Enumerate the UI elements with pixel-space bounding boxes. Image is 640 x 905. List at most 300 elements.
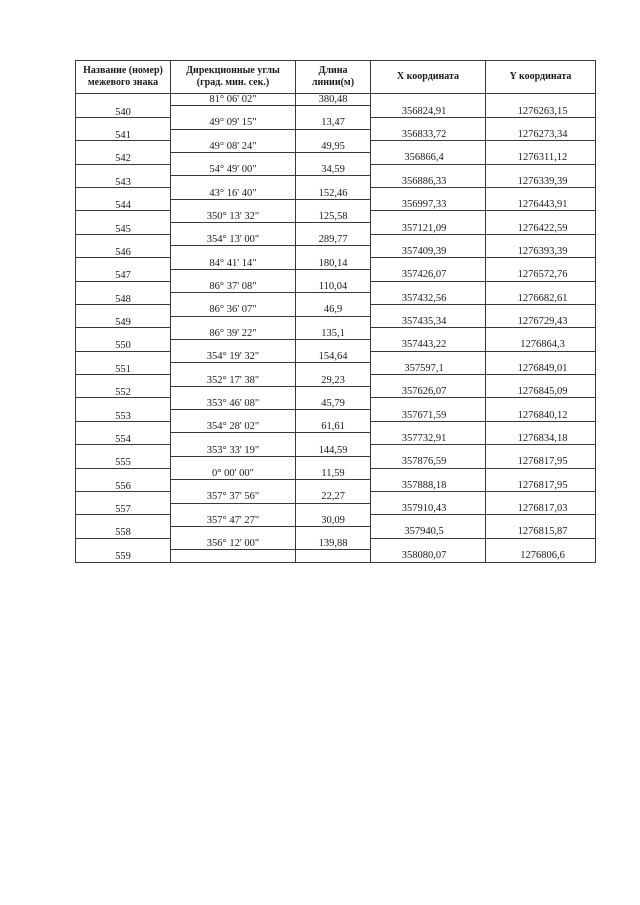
mark-name-cell	[76, 550, 171, 562]
direction-angle-cell	[171, 94, 296, 106]
table-row	[76, 141, 596, 153]
table-row	[76, 152, 596, 164]
y-coordinate-cell	[486, 129, 596, 141]
direction-angle-value: 86° 39' 22"	[209, 327, 257, 339]
y-coordinate-cell	[486, 293, 596, 305]
line-length-cell	[296, 188, 371, 200]
line-length-value: 144,59	[318, 444, 348, 456]
y-coordinate-cell	[486, 328, 596, 340]
mark-name-value: 554	[115, 433, 131, 445]
line-length-cell	[296, 234, 371, 246]
mark-name-value: 549	[115, 317, 131, 329]
mark-name-value: 556	[115, 480, 131, 492]
table-row	[76, 503, 596, 515]
y-coordinate-cell	[486, 410, 596, 422]
table-row	[76, 106, 596, 118]
table-row	[76, 176, 596, 188]
mark-name-value: 550	[115, 340, 131, 352]
table-row	[76, 351, 596, 363]
line-length-cell	[296, 480, 371, 492]
x-coordinate-value: 357443,22	[401, 339, 447, 351]
line-length-cell	[296, 281, 371, 293]
table-row	[76, 188, 596, 200]
direction-angle-cell	[171, 199, 296, 211]
mark-name-cell	[76, 188, 171, 200]
table-row	[76, 304, 596, 316]
x-coordinate-value: 357888,18	[401, 479, 447, 491]
x-coordinate-cell	[371, 410, 486, 422]
direction-angle-cell	[171, 386, 296, 398]
line-length-value: 135,1	[321, 327, 345, 339]
line-length-value: 152,46	[318, 187, 348, 199]
line-length-value: 45,79	[321, 397, 345, 409]
table-row	[76, 515, 596, 527]
direction-angle-cell	[171, 339, 296, 351]
line-length-cell	[296, 398, 371, 410]
mark-name-cell	[76, 106, 171, 118]
x-coordinate-cell	[371, 94, 486, 106]
mark-name-cell	[76, 117, 171, 129]
y-coordinate-cell	[486, 199, 596, 211]
mark-name-value: 543	[115, 176, 131, 188]
x-coordinate-cell	[371, 538, 486, 550]
line-length-cell	[296, 468, 371, 480]
direction-angle-cell	[171, 550, 296, 562]
mark-name-value: 546	[115, 246, 131, 258]
direction-angle-value: 354° 19' 32"	[206, 351, 260, 363]
line-length-cell	[296, 223, 371, 235]
y-coordinate-cell	[486, 491, 596, 503]
direction-angle-cell	[171, 445, 296, 457]
mark-name-cell	[76, 328, 171, 340]
x-coordinate-cell	[371, 129, 486, 141]
x-coordinate-cell	[371, 445, 486, 457]
line-length-cell	[296, 176, 371, 188]
x-coordinate-value: 357426,07	[401, 269, 447, 281]
direction-angle-value: 357° 47' 27"	[206, 514, 260, 526]
table-row	[76, 211, 596, 223]
mark-name-cell	[76, 211, 171, 223]
direction-angle-cell	[171, 375, 296, 387]
direction-angle-cell	[171, 480, 296, 492]
x-coordinate-cell	[371, 526, 486, 538]
y-coordinate-cell	[486, 141, 596, 153]
table-row	[76, 480, 596, 492]
x-coordinate-value: 357940,5	[404, 526, 444, 538]
table-row	[76, 94, 596, 106]
mark-name-cell	[76, 293, 171, 305]
mark-name-cell	[76, 503, 171, 515]
mark-name-cell	[76, 445, 171, 457]
direction-angle-cell	[171, 176, 296, 188]
line-length-cell	[296, 269, 371, 281]
x-coordinate-cell	[371, 281, 486, 293]
line-length-value: 30,09	[321, 514, 345, 526]
table-body	[76, 94, 596, 563]
y-coordinate-value: 1276393,39	[517, 245, 568, 257]
x-coordinate-cell	[371, 211, 486, 223]
y-coordinate-value: 1276864,3	[520, 339, 565, 351]
mark-name-value: 544	[115, 200, 131, 212]
mark-name-cell	[76, 152, 171, 164]
y-coordinate-value: 1276817,95	[517, 479, 568, 491]
table-row	[76, 328, 596, 340]
x-coordinate-cell	[371, 550, 486, 562]
y-coordinate-cell	[486, 456, 596, 468]
x-coordinate-cell	[371, 188, 486, 200]
y-coordinate-value: 1276273,34	[517, 129, 568, 141]
y-coordinate-cell	[486, 398, 596, 410]
x-coordinate-cell	[371, 456, 486, 468]
x-coordinate-cell	[371, 234, 486, 246]
table-row	[76, 398, 596, 410]
direction-angle-value: 84° 41' 14"	[209, 257, 257, 269]
x-coordinate-cell	[371, 398, 486, 410]
y-coordinate-cell	[486, 246, 596, 258]
mark-name-cell	[76, 164, 171, 176]
direction-angle-value: 353° 33' 19"	[206, 444, 260, 456]
y-coordinate-cell	[486, 211, 596, 223]
line-length-value: 11,59	[321, 468, 345, 479]
direction-angle-cell	[171, 468, 296, 480]
x-coordinate-cell	[371, 328, 486, 340]
table-row	[76, 339, 596, 351]
line-length-value: 180,14	[318, 257, 348, 269]
table-row	[76, 468, 596, 480]
y-coordinate-cell	[486, 503, 596, 515]
line-length-value: 380,48	[318, 94, 348, 105]
direction-angle-cell	[171, 223, 296, 235]
line-length-value: 22,27	[321, 491, 345, 503]
line-length-cell	[296, 328, 371, 340]
line-length-cell	[296, 304, 371, 316]
line-length-value: 46,9	[323, 304, 343, 316]
direction-angle-value: 86° 37' 08"	[209, 281, 257, 292]
line-length-value: 154,64	[318, 351, 348, 363]
mark-name-value: 548	[115, 293, 131, 305]
mark-name-cell	[76, 538, 171, 550]
y-coordinate-cell	[486, 421, 596, 433]
line-length-value: 29,23	[321, 374, 345, 386]
y-coordinate-cell	[486, 445, 596, 457]
y-coordinate-cell	[486, 363, 596, 375]
direction-angle-cell	[171, 526, 296, 538]
mark-name-value: 552	[115, 387, 131, 399]
y-coordinate-value: 1276849,01	[517, 362, 568, 374]
table-row	[76, 199, 596, 211]
direction-angle-cell	[171, 269, 296, 281]
direction-angle-cell	[171, 538, 296, 550]
direction-angle-value: 54° 49' 00"	[209, 164, 257, 176]
y-coordinate-cell	[486, 258, 596, 270]
table-row	[76, 316, 596, 328]
y-coordinate-cell	[486, 375, 596, 387]
y-coordinate-cell	[486, 164, 596, 176]
line-length-cell	[296, 538, 371, 550]
direction-angle-cell	[171, 106, 296, 118]
direction-angle-value: 356° 12' 00"	[206, 538, 260, 550]
y-coordinate-cell	[486, 176, 596, 188]
y-coordinate-value: 1276339,39	[517, 175, 568, 187]
x-coordinate-cell	[371, 269, 486, 281]
mark-name-cell	[76, 363, 171, 375]
mark-name-value: 541	[115, 130, 131, 142]
line-length-cell	[296, 129, 371, 141]
y-coordinate-cell	[486, 304, 596, 316]
mark-name-cell	[76, 258, 171, 270]
line-length-cell	[296, 293, 371, 305]
direction-angle-cell	[171, 421, 296, 433]
x-coordinate-value: 357432,56	[401, 292, 447, 304]
mark-name-cell	[76, 433, 171, 445]
line-length-cell	[296, 141, 371, 153]
table-row	[76, 246, 596, 258]
y-coordinate-value: 1276834,18	[517, 432, 568, 444]
line-length-cell	[296, 351, 371, 363]
mark-name-value: 557	[115, 504, 131, 516]
line-length-cell	[296, 211, 371, 223]
line-length-cell	[296, 316, 371, 328]
direction-angle-cell	[171, 398, 296, 410]
line-length-cell	[296, 246, 371, 258]
mark-name-cell	[76, 246, 171, 258]
table-row	[76, 491, 596, 503]
y-coordinate-value: 1276422,59	[517, 222, 568, 234]
x-coordinate-value: 357910,43	[401, 503, 447, 515]
y-coordinate-cell	[486, 351, 596, 363]
y-coordinate-value: 1276840,12	[517, 409, 568, 421]
document-page	[75, 60, 595, 563]
direction-angle-cell	[171, 456, 296, 468]
line-length-value: 49,95	[321, 140, 345, 152]
x-coordinate-cell	[371, 363, 486, 375]
x-coordinate-cell	[371, 491, 486, 503]
y-coordinate-value: 1276729,43	[517, 316, 568, 328]
mark-name-value: 551	[115, 363, 131, 375]
mark-name-cell	[76, 339, 171, 351]
direction-angle-cell	[171, 117, 296, 129]
table-row	[76, 375, 596, 387]
direction-angle-cell	[171, 491, 296, 503]
y-coordinate-cell	[486, 316, 596, 328]
mark-name-cell	[76, 515, 171, 527]
x-coordinate-cell	[371, 480, 486, 492]
table-row	[76, 117, 596, 129]
y-coordinate-cell	[486, 550, 596, 562]
line-length-value: 125,58	[318, 210, 348, 222]
direction-angle-cell	[171, 293, 296, 305]
y-coordinate-cell	[486, 339, 596, 351]
x-coordinate-cell	[371, 339, 486, 351]
y-coordinate-cell	[486, 188, 596, 200]
header-line-length: Длина линии(м)	[296, 61, 371, 94]
line-length-cell	[296, 503, 371, 515]
direction-angle-cell	[171, 129, 296, 141]
line-length-value: 34,59	[321, 164, 345, 176]
line-length-cell	[296, 515, 371, 527]
line-length-cell	[296, 445, 371, 457]
mark-name-value: 555	[115, 457, 131, 469]
y-coordinate-cell	[486, 106, 596, 118]
y-coordinate-cell	[486, 526, 596, 538]
boundary-marks-table	[75, 60, 596, 563]
direction-angle-value: 353° 46' 08"	[206, 397, 260, 409]
x-coordinate-value: 357876,59	[401, 456, 447, 468]
direction-angle-cell	[171, 503, 296, 515]
line-length-cell	[296, 410, 371, 422]
line-length-cell	[296, 152, 371, 164]
table-row	[76, 433, 596, 445]
direction-angle-value: 357° 37' 56"	[206, 491, 260, 503]
line-length-cell	[296, 550, 371, 562]
x-coordinate-cell	[371, 293, 486, 305]
mark-name-cell	[76, 223, 171, 235]
x-coordinate-value: 356997,33	[401, 199, 447, 211]
y-coordinate-cell	[486, 223, 596, 235]
y-coordinate-value: 1276443,91	[517, 199, 568, 211]
mark-name-cell	[76, 176, 171, 188]
x-coordinate-cell	[371, 164, 486, 176]
table-row	[76, 550, 596, 562]
header-x-coordinate: X координата	[371, 61, 486, 94]
x-coordinate-cell	[371, 117, 486, 129]
mark-name-value: 558	[115, 527, 131, 539]
y-coordinate-value: 1276845,09	[517, 386, 568, 398]
direction-angle-cell	[171, 328, 296, 340]
x-coordinate-value: 358080,07	[401, 549, 447, 561]
line-length-cell	[296, 386, 371, 398]
direction-angle-cell	[171, 211, 296, 223]
line-length-cell	[296, 375, 371, 387]
y-coordinate-cell	[486, 468, 596, 480]
x-coordinate-cell	[371, 246, 486, 258]
line-length-value: 61,61	[321, 421, 345, 433]
y-coordinate-value: 1276572,76	[517, 269, 568, 281]
line-length-cell	[296, 106, 371, 118]
direction-angle-value: 49° 09' 15"	[209, 117, 257, 129]
mark-name-cell	[76, 304, 171, 316]
direction-angle-value: 0° 00' 00"	[212, 468, 254, 479]
y-coordinate-value: 1276311,12	[517, 152, 568, 164]
direction-angle-value: 49° 08' 24"	[209, 140, 257, 152]
table-row	[76, 363, 596, 375]
direction-angle-cell	[171, 363, 296, 375]
direction-angle-cell	[171, 281, 296, 293]
direction-angle-cell	[171, 433, 296, 445]
x-coordinate-value: 357409,39	[401, 245, 447, 257]
line-length-cell	[296, 94, 371, 106]
x-coordinate-cell	[371, 421, 486, 433]
y-coordinate-cell	[486, 234, 596, 246]
mark-name-cell	[76, 316, 171, 328]
direction-angle-cell	[171, 316, 296, 328]
table-row	[76, 129, 596, 141]
header-mark-name: Название (номер) межевого знака	[76, 61, 171, 94]
direction-angle-cell	[171, 410, 296, 422]
direction-angle-cell	[171, 246, 296, 258]
y-coordinate-value: 1276682,61	[517, 292, 568, 304]
direction-angle-value: 350° 13' 32"	[206, 210, 260, 222]
mark-name-cell	[76, 269, 171, 281]
x-coordinate-value: 357671,59	[401, 409, 447, 421]
line-length-cell	[296, 199, 371, 211]
table-row	[76, 164, 596, 176]
line-length-cell	[296, 433, 371, 445]
line-length-cell	[296, 363, 371, 375]
x-coordinate-cell	[371, 199, 486, 211]
line-length-cell	[296, 117, 371, 129]
table-row	[76, 234, 596, 246]
mark-name-cell	[76, 398, 171, 410]
x-coordinate-cell	[371, 386, 486, 398]
x-coordinate-cell	[371, 515, 486, 527]
direction-angle-value: 86° 36' 07"	[209, 304, 257, 316]
table-row	[76, 258, 596, 270]
header-y-coordinate: Y координата	[486, 61, 596, 94]
x-coordinate-cell	[371, 176, 486, 188]
table-header-row	[76, 61, 596, 94]
mark-name-cell	[76, 375, 171, 387]
mark-name-cell	[76, 94, 171, 106]
x-coordinate-value: 356886,33	[401, 175, 447, 187]
x-coordinate-value: 357597,1	[404, 362, 444, 374]
x-coordinate-cell	[371, 258, 486, 270]
x-coordinate-cell	[371, 106, 486, 118]
x-coordinate-cell	[371, 223, 486, 235]
line-length-cell	[296, 258, 371, 270]
mark-name-cell	[76, 410, 171, 422]
y-coordinate-cell	[486, 117, 596, 129]
x-coordinate-value: 356824,91	[401, 105, 447, 117]
line-length-cell	[296, 421, 371, 433]
direction-angle-cell	[171, 152, 296, 164]
mark-name-cell	[76, 468, 171, 480]
x-coordinate-cell	[371, 468, 486, 480]
x-coordinate-value: 356866,4	[404, 152, 444, 164]
mark-name-cell	[76, 351, 171, 363]
y-coordinate-value: 1276815,87	[517, 526, 568, 538]
direction-angle-value: 43° 16' 40"	[209, 187, 257, 199]
table-row	[76, 293, 596, 305]
mark-name-value: 553	[115, 410, 131, 422]
direction-angle-value: 354° 13' 00"	[206, 234, 260, 246]
x-coordinate-cell	[371, 316, 486, 328]
mark-name-cell	[76, 480, 171, 492]
mark-name-value: 540	[115, 106, 131, 118]
y-coordinate-value: 1276817,03	[517, 503, 568, 515]
direction-angle-cell	[171, 164, 296, 176]
mark-name-value: 542	[115, 153, 131, 165]
x-coordinate-value: 357121,09	[401, 222, 447, 234]
line-length-cell	[296, 456, 371, 468]
mark-name-cell	[76, 281, 171, 293]
line-length-value: 110,04	[318, 281, 348, 292]
table-row	[76, 223, 596, 235]
mark-name-value: 547	[115, 270, 131, 282]
line-length-value: 289,77	[318, 234, 348, 246]
x-coordinate-cell	[371, 433, 486, 445]
y-coordinate-cell	[486, 386, 596, 398]
table-row	[76, 445, 596, 457]
y-coordinate-cell	[486, 152, 596, 164]
x-coordinate-cell	[371, 503, 486, 515]
x-coordinate-value: 357435,34	[401, 316, 447, 328]
line-length-cell	[296, 491, 371, 503]
table-row	[76, 386, 596, 398]
y-coordinate-cell	[486, 269, 596, 281]
y-coordinate-value: 1276263,15	[517, 105, 568, 117]
direction-angle-cell	[171, 234, 296, 246]
